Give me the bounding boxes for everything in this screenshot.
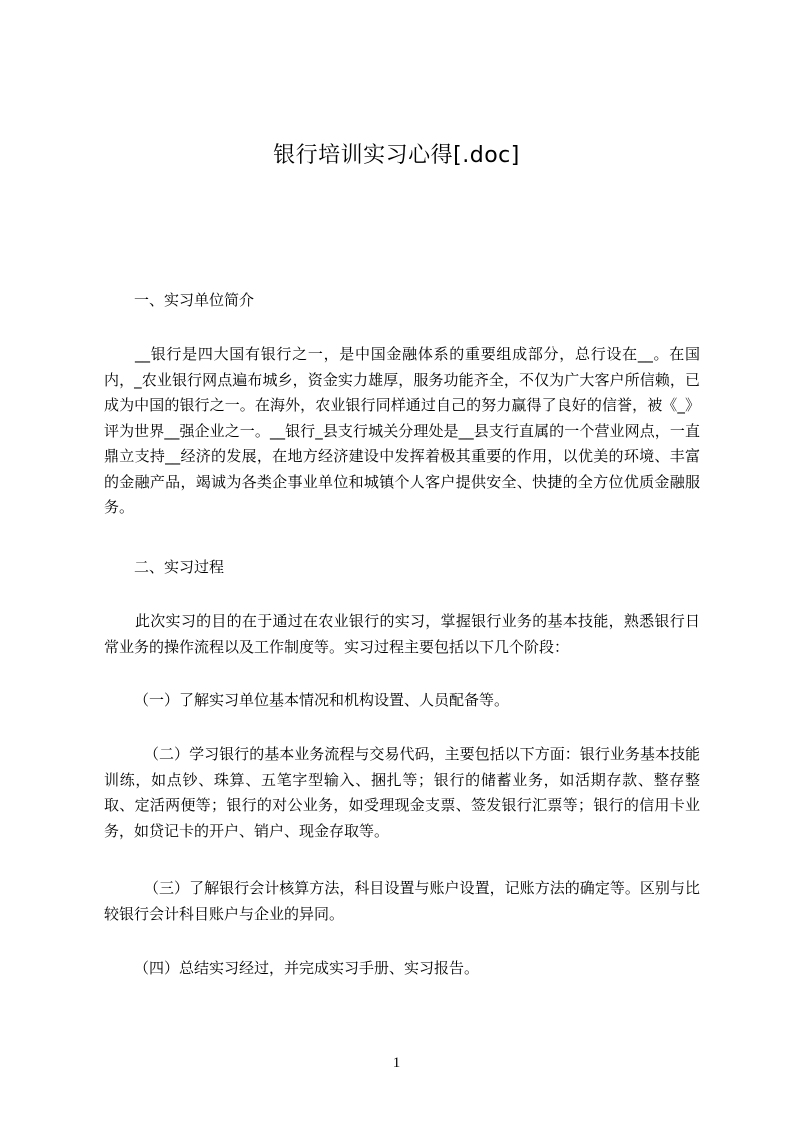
paragraph-unit-intro: __银行是四大国有银行之一，是中国金融体系的重要组成部分，总行设在__。在国内，_农业银行网点遍布城乡，资金实力雄厚，服务功能齐全，不仅为广大客户所信赖，已成为中国的银行之一。在海外，农业银行同样通过自己的努力赢得了良好的信誉，被《_》评为世界__强企业之一。__银行_县支行城关分理处是__县支行直属的一个营业网点，一直鼎立支持__经济的发展，在地方经济建设中发挥着极其重要的作用，以优美的环境、丰富的金融产品，竭诚为各类企事业单位和城镇个人客户提供安全、快捷的全方位优质金融服务。 <box>104 345 700 516</box>
document-title: 银行培训实习心得[.doc] <box>273 143 520 168</box>
list-item-stage-2: （二）学习银行的基本业务流程与交易代码，主要包括以下方面：银行业务基本技能训练，如点钞、珠算、五笔字型输入、捆扎等；银行的储蓄业务，如活期存款、整存整取、定活两便等；银行的对公业务，如受理现金支票、签发银行汇票等；银行的信用卡业务，如贷记卡的开户、销户、现金存取等。 <box>104 745 700 840</box>
section-heading-process: 二、实习过程 <box>134 558 225 576</box>
list-item-stage-3: （三）了解银行会计核算方法，科目设置与账户设置，记账方法的确定等。区别与比较银行会计科目账户与企业的异同。 <box>104 879 700 923</box>
list-item-stage-4: （四）总结实习经过，并完成实习手册、实习报告。 <box>134 959 480 977</box>
page-number: 1 <box>392 1055 401 1071</box>
section-heading-unit-intro: 一、实习单位简介 <box>134 291 255 309</box>
list-item-stage-1: （一）了解实习单位基本情况和机构设置、人员配备等。 <box>134 691 510 709</box>
paragraph-process-intro: 此次实习的目的在于通过在农业银行的实习，掌握银行业务的基本技能，熟悉银行日常业务的操作流程以及工作制度等。实习过程主要包括以下几个阶段： <box>104 612 700 656</box>
